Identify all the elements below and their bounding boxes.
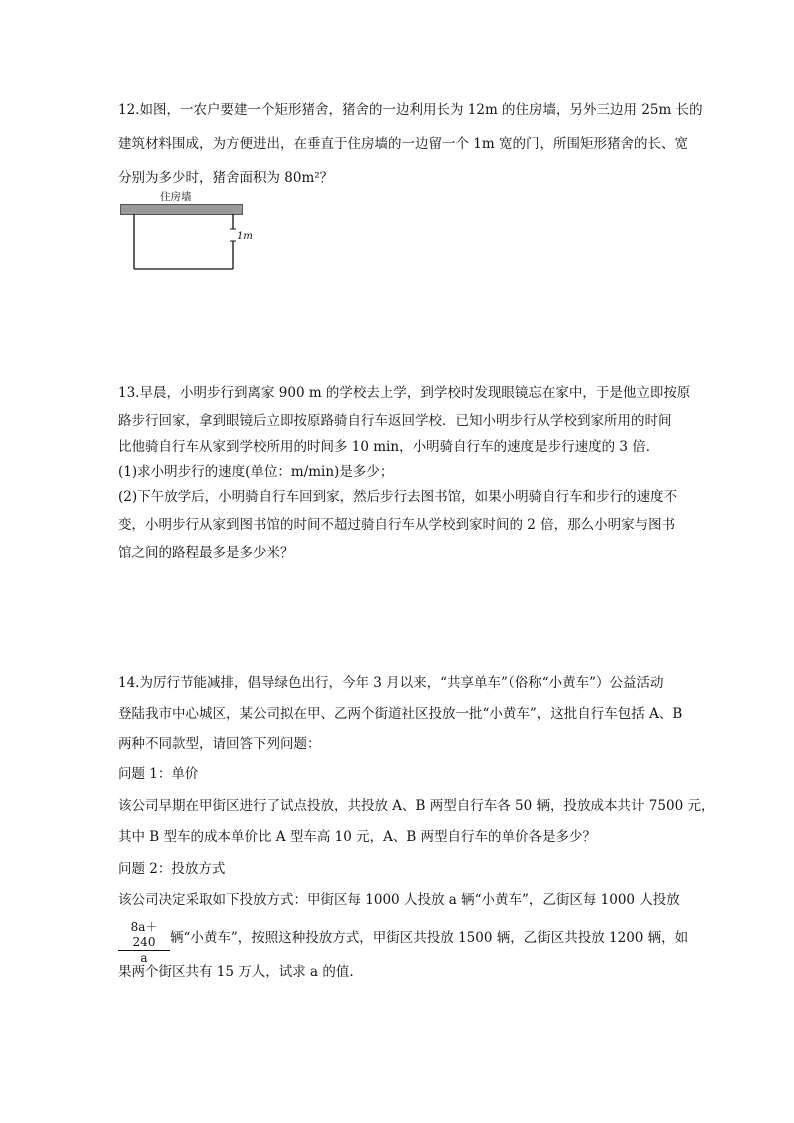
q13-sub-1: (1)求小明步行的速度(单位：m/min)是多少； xyxy=(118,464,394,480)
q13-line-3: 比他骑自行车从家到学校所用的时间多 10 min，小明骑自行车的速度是步行速度的 3 倍． xyxy=(118,439,660,455)
door-label: 1m xyxy=(237,231,253,242)
q13-line-2: 路步行回家，拿到眼镜后立即按原路骑自行车返回学校．已知小明步行从学校到家所用的时间 xyxy=(118,413,672,429)
q14-problem-2-line-1: 该公司决定采取如下投放方式：甲街区每 1000 人投放 a 辆“小黄车”，乙街区每 1000 人投放 xyxy=(118,892,680,908)
q12-line-3: 分别为多少时，猪舍面积为 80m²？ xyxy=(118,170,334,186)
q14-problem-2-heading: 问题 2：投放方式 xyxy=(118,861,226,877)
fraction-expression xyxy=(118,920,170,966)
q14-line-2: 登陆我市中心城区，某公司拟在甲、乙两个街道社区投放一批“小黄车”，这批自行车包括 A、B xyxy=(118,706,683,722)
q13-sub-2-line-3: 馆之间的路程最多是多少米？ xyxy=(118,545,294,561)
q14-problem-1-line-1: 该公司早期在甲街区进行了试点投放，共投放 A、B 两型自行车各 50 辆，投放成本共计 7500 元， xyxy=(118,798,715,814)
q14-problem-1-heading: 问题 1：单价 xyxy=(118,766,199,782)
q12-line-1: 12.如图，一农户要建一个矩形猪舍，猪舍的一边利用长为 12m 的住房墙，另外三边用 25m 长的 xyxy=(118,102,703,118)
q14-problem-2-line-2: 辆“小黄车”，按照这种投放方式，甲街区共投放 1500 辆，乙街区共投放 1200 辆，如 xyxy=(170,930,689,946)
q13-sub-2-line-2: 变，小明步行从家到图书馆的时间不超过骑自行车从学校到家时间的 2 倍，那么小明家与图书 xyxy=(118,517,676,533)
wall-label: 住房墙 xyxy=(160,191,192,203)
fraction-denominator: a xyxy=(140,951,148,965)
q14-line-3: 两种不同款型，请回答下列问题： xyxy=(118,736,321,752)
fraction-numerator: 8a＋240 xyxy=(118,920,170,951)
q12-line-2: 建筑材料围成，为方便进出，在垂直于住房墙的一边留一个 1m 宽的门，所围矩形猪舍的长、宽 xyxy=(118,136,688,152)
q14-line-1: 14.为厉行节能减排，倡导绿色出行，今年 3 月以来，“共享单车”（俗称“小黄车”）公益活动 xyxy=(118,675,664,691)
q14-problem-1-line-2: 其中 B 型车的成本单价比 A 型车高 10 元，A、B 两型自行车的单价各是多少？ xyxy=(118,829,597,845)
q13-sub-2-line-1: (2)下午放学后，小明骑自行车回到家，然后步行去图书馆，如果小明骑自行车和步行的速度不 xyxy=(118,489,678,505)
q13-line-1: 13.早晨，小明步行到离家 900 m 的学校去上学，到学校时发现眼镜忘在家中，于是他立即按原 xyxy=(118,385,691,401)
q14-problem-2-line-3: 果两个街区共有 15 万人，试求 a 的值. xyxy=(118,964,354,980)
pigpen-figure xyxy=(118,212,258,274)
